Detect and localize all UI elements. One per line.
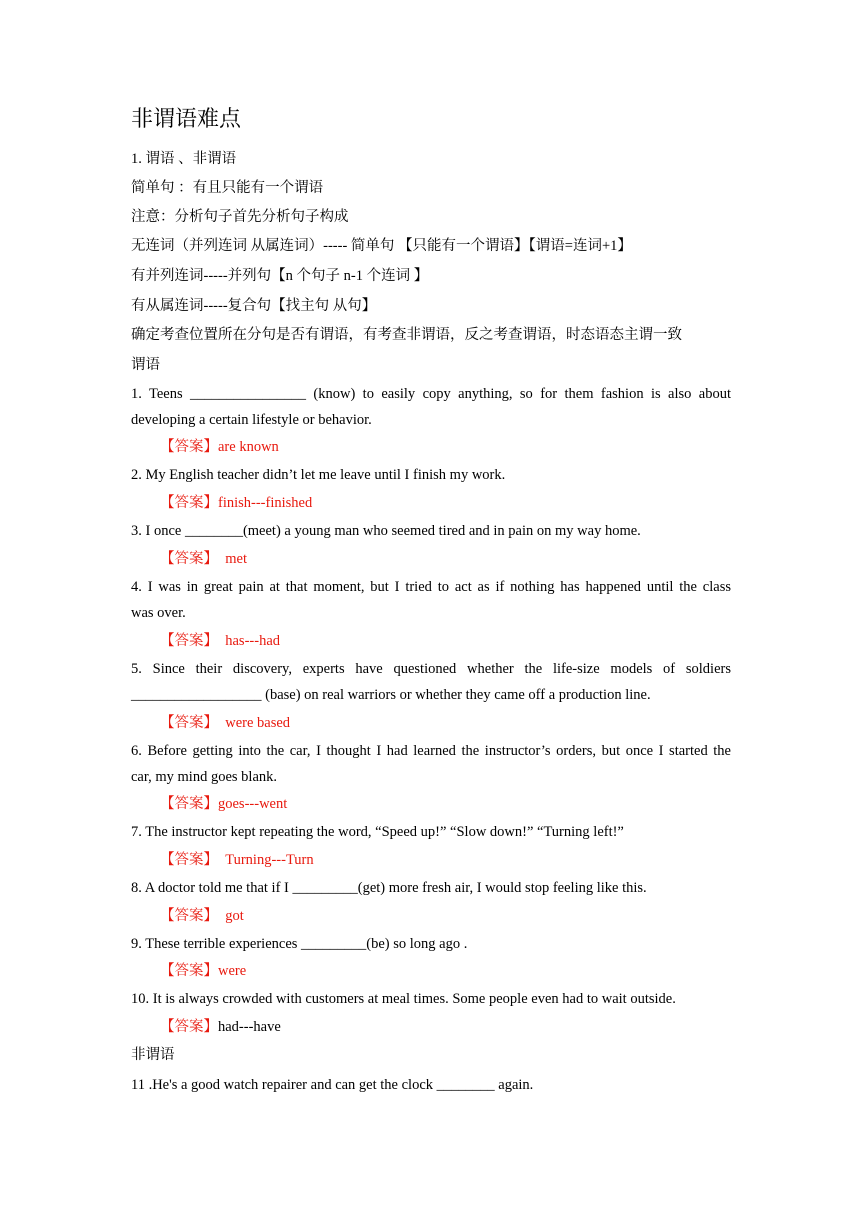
- answer-label: 【答案】: [160, 908, 218, 924]
- answer-text: has---had: [218, 633, 281, 649]
- answer-label: 【答案】: [160, 633, 218, 649]
- answer-label: 【答案】: [160, 715, 218, 731]
- question-text: developing a certain lifestyle or behavior.: [131, 412, 372, 428]
- answer-text: got: [218, 908, 244, 924]
- answer-line: [160, 549, 760, 569]
- question-text: 3. I once ________(meet) a young man who seemed tired and in pain on my way home.: [131, 523, 641, 539]
- question-text: 8. A doctor told me that if I _________(get) more fresh air, I would stop feeling like this.: [131, 880, 647, 896]
- page-title: 非谓语难点: [131, 106, 242, 131]
- question-text: car, my mind goes blank.: [131, 769, 277, 785]
- question-text: 10. It is always crowded with customers at meal times. Some people even had to wait outside.: [131, 991, 676, 1007]
- question-text: was over.: [131, 605, 186, 621]
- answer-label: 【答案】: [160, 439, 218, 455]
- answer-label: 【答案】: [160, 963, 218, 979]
- answer-label: 【答案】: [160, 796, 218, 812]
- answer-line: [160, 961, 760, 981]
- answer-label: 【答案】: [160, 1019, 218, 1035]
- question-text: 7. The instructor kept repeating the word, “Speed up!” “Slow down!” “Turning left!”: [131, 824, 624, 840]
- answer-line: [160, 794, 760, 814]
- answer-text: met: [218, 551, 247, 567]
- question-text: 4. I was in great pain at that moment, but I tried to act as if nothing has happened until the class: [131, 579, 731, 595]
- question-text: 2. My English teacher didn’t let me leave until I finish my work.: [131, 467, 506, 483]
- question-text: __________________ (base) on real warriors or whether they came off a production line.: [131, 687, 651, 703]
- answer-text: goes---went: [218, 796, 288, 812]
- answer-line: [160, 437, 760, 457]
- intro-line: 1. 谓语 、非谓语: [131, 151, 237, 167]
- question-text: 11 .He's a good watch repairer and can get the clock ________ again.: [131, 1077, 534, 1093]
- section-heading: 非谓语: [131, 1047, 175, 1063]
- intro-line: 确定考查位置所在分句是否有谓语，有考查非谓语，反之考查谓语，时态语态主谓一致: [131, 327, 682, 343]
- answer-line: [160, 631, 760, 651]
- answer-line: [160, 1017, 760, 1037]
- answer-line: [160, 493, 760, 513]
- intro-line: 有并列连词-----并列句【n 个句子 n-1 个连词 】: [131, 268, 429, 284]
- intro-line: 有从属连词-----复合句【找主句 从句】: [131, 298, 377, 314]
- answer-line: [160, 713, 760, 733]
- intro-line: 简单句 ：有且只能有一个谓语: [131, 180, 324, 196]
- answer-text: were: [218, 963, 247, 979]
- answer-line: [160, 906, 760, 926]
- answer-label: 【答案】: [160, 551, 218, 567]
- question-text: 9. These terrible experiences _________(be) so long ago .: [131, 936, 468, 952]
- answer-text: are known: [218, 439, 279, 455]
- answer-text: were based: [218, 715, 291, 731]
- answer-line: [160, 850, 760, 870]
- intro-line: 注意：分析句子首先分析句子构成: [131, 209, 349, 225]
- section-heading: 谓语: [131, 357, 160, 373]
- answer-text: had---have: [218, 1019, 281, 1035]
- answer-text: Turning---Turn: [218, 852, 314, 868]
- answer-text: finish---finished: [218, 495, 313, 511]
- intro-line: 无连词（并列连词 从属连词）----- 简单句 【只能有一个谓语】【谓语=连词+1】: [131, 238, 632, 254]
- question-text: 5. Since their discovery, experts have questioned whether the life-size models of soldiers: [131, 661, 731, 677]
- answer-label: 【答案】: [160, 495, 218, 511]
- answer-label: 【答案】: [160, 852, 218, 868]
- question-text: 1. Teens ________________ (know) to easily copy anything, so for them fashion is also about: [131, 386, 731, 402]
- question-text: 6. Before getting into the car, I thought I had learned the instructor’s orders, but once I started the: [131, 743, 731, 759]
